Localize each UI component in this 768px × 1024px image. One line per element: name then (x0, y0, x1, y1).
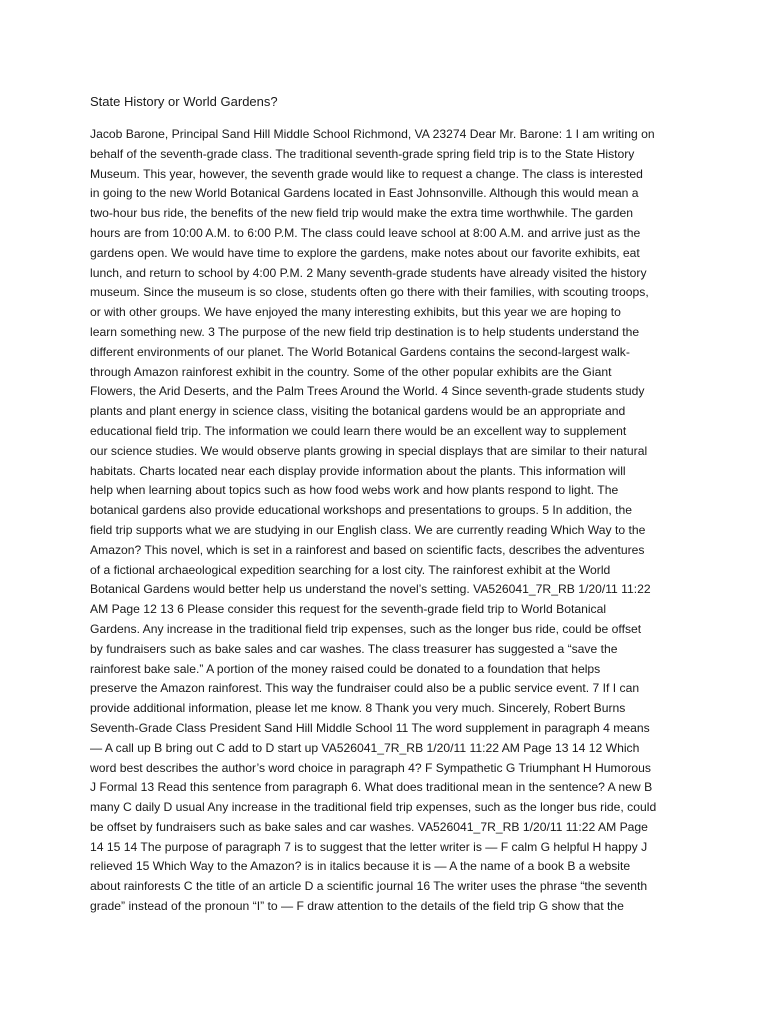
body-text-line: museum. Since the museum is so close, students often go there with their families, with scouting troops, (90, 285, 649, 300)
body-text-line: lunch, and return to school by 4:00 P.M. 2 Many seventh-grade students have already visited the history (90, 265, 647, 280)
body-text-line: many C daily D usual Any increase in the traditional field trip expenses, such as the longer bus ride, could (90, 800, 657, 815)
body-text-line: Flowers, the Arid Deserts, and the Palm Trees Around the World. 4 Since seventh-grade students study (90, 384, 645, 399)
body-text-line: grade” instead of the pronoun “I” to — F draw attention to the details of the field trip G show that the (90, 899, 624, 914)
body-text-line: field trip supports what we are studying in our English class. We are currently reading Which Way to the (90, 522, 646, 537)
body-text-line: learn something new. 3 The purpose of the new field trip destination is to help students understand the (90, 324, 640, 339)
body-text-line: educational field trip. The information we could learn there would be an excellent way to supplement (90, 423, 627, 438)
body-text-line: plants and plant energy in science class, visiting the botanical gardens would be an appropriate and (90, 404, 626, 419)
body-text-line: by fundraisers such as bake sales and car washes. The class treasurer has suggested a “save the (90, 641, 618, 656)
body-text-line: provide additional information, please let me know. 8 Thank you very much. Sincerely, Robert Burns (90, 701, 626, 716)
body-text-line: Seventh-Grade Class President Sand Hill Middle School 11 The word supplement in paragraph 4 means (90, 720, 650, 735)
body-text-line: botanical gardens also provide educational workshops and presentations to groups. 5 In addition, the (90, 503, 632, 518)
body-text-line: hours are from 10:00 A.M. to 6:00 P.M. The class could leave school at 8:00 A.M. and arrive just as the (90, 225, 641, 240)
body-text-line: Amazon? This novel, which is set in a rainforest and based on scientific facts, describes the adventures (90, 542, 645, 557)
body-text-line: rainforest bake sale.” A portion of the money raised could be donated to a foundation that helps (90, 661, 601, 676)
body-text-line: — A call up B bring out C add to D start up VA526041_7R_RB 1/20/11 11:22 AM Page 13 14 12 Which (90, 740, 640, 755)
body-text-line: Jacob Barone, Principal Sand Hill Middle School Richmond, VA 23274 Dear Mr. Barone: 1 I am writing on (90, 127, 655, 141)
document-title: State History or World Gardens? (90, 94, 278, 109)
body-text-line: word best describes the author’s word choice in paragraph 4? F Sympathetic G Triumphant H Humorous (90, 760, 651, 775)
body-text-line: through Amazon rainforest exhibit in the country. Some of the other popular exhibits are the Giant (90, 364, 612, 379)
body-text-line: J Formal 13 Read this sentence from paragraph 6. What does traditional mean in the sentence? A new B (90, 780, 653, 795)
body-text-line: two-hour bus ride, the benefits of the new field trip would make the extra time worthwhile. The garden (90, 206, 634, 221)
body-text-line: help when learning about topics such as how food webs work and how plants respond to light. The (90, 483, 619, 498)
body-text-line: relieved 15 Which Way to the Amazon? is in italics because it is — A the name of a book B a website (90, 859, 631, 874)
body-text-line: AM Page 12 13 6 Please consider this request for the seventh-grade field trip to World Botanical (90, 602, 607, 617)
body-text-line: habitats. Charts located near each display provide information about the plants. This information will (90, 463, 626, 478)
body-text-line: different environments of our planet. The World Botanical Gardens contains the second-largest walk- (90, 344, 630, 359)
body-text-line: Botanical Gardens would better help us understand the novel’s setting. VA526041_7R_RB 1/20/11 11:22 (90, 582, 651, 597)
document-body (90, 125, 690, 917)
body-text-line: Museum. This year, however, the seventh grade would like to request a change. The class is interested (90, 166, 643, 181)
body-text-line: of a fictional archaeological expedition searching for a lost city. The rainforest exhibit at the World (90, 562, 611, 577)
body-text-line: in going to the new World Botanical Gardens located in East Johnsonville. Although this would mean a (90, 186, 639, 201)
body-text-line: preserve the Amazon rainforest. This way the fundraiser could also be a public service event. 7 If I can (90, 681, 640, 696)
body-text-line: 14 15 14 The purpose of paragraph 7 is to suggest that the letter writer is — F calm G helpful H happy J (90, 839, 648, 854)
body-text-line: gardens open. We would have time to explore the gardens, make notes about our favorite exhibits, eat (90, 245, 640, 260)
body-text-line: or with other groups. We have enjoyed the many interesting exhibits, but this year we are hoping to (90, 305, 621, 320)
body-text-line: about rainforests C the title of an article D a scientific journal 16 The writer uses the phrase “the seventh (90, 879, 648, 894)
body-text-line: Gardens. Any increase in the traditional field trip expenses, such as the longer bus ride, could be offset (90, 621, 642, 636)
body-text-line: be offset by fundraisers such as bake sales and car washes. VA526041_7R_RB 1/20/11 11:22 AM Page (90, 819, 648, 834)
body-text-line: behalf of the seventh-grade class. The traditional seventh-grade spring field trip is to the State History (90, 146, 635, 161)
body-text-line: our science studies. We would observe plants growing in special displays that are similar to their natural (90, 443, 648, 458)
